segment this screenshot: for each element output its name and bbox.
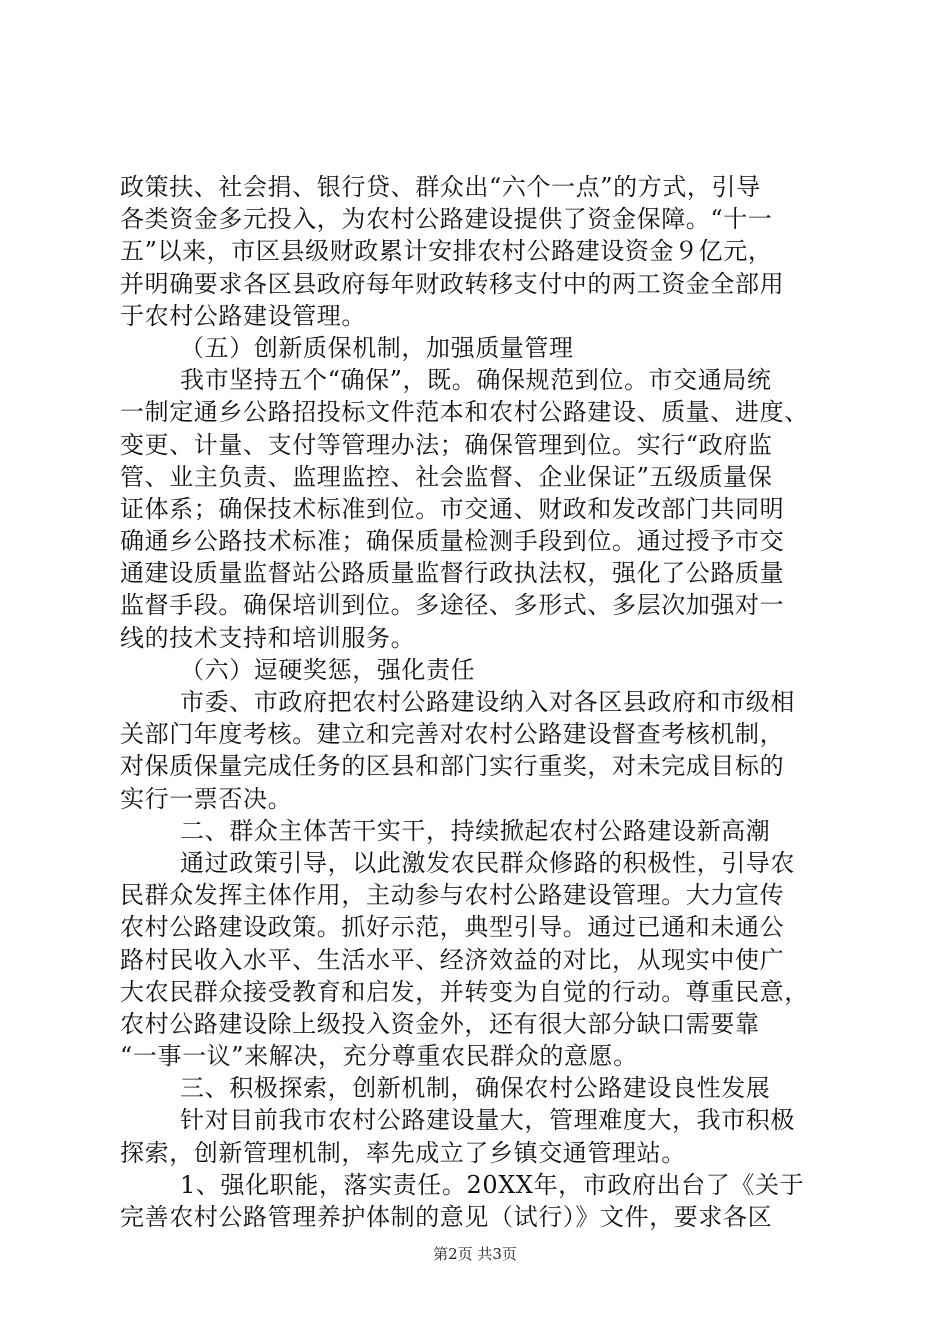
text-line: 于农村公路建设管理。: [120, 301, 366, 330]
text-line: 二、群众主体苦干实干，持续掀起农村公路建设新高潮: [180, 816, 771, 845]
text-line: 农村公路建设除上级投入资金外，还有很大部分缺口需要靠: [120, 1009, 760, 1038]
text-line: 通过政策引导，以此激发农民群众修路的积极性，引导农: [180, 848, 795, 877]
text-line: 并明确要求各区县政府每年财政转移支付中的两工资金全部用: [120, 269, 785, 298]
text-line: 市委、市政府把农村公路建设纳入对各区县政府和市级相: [180, 688, 795, 716]
text-line: 各类资金多元投入，为农村公路建设提供了资金保障。“十一: [120, 205, 773, 234]
text-line: 完善农村公路管理养护体制的意见（试行）》文件，要求各区: [120, 1203, 773, 1231]
text-line: 大农民群众接受教育和启发，并转变为自觉的行动。尊重民意，: [120, 977, 809, 1006]
text-line: 线的技术支持和培训服务。: [120, 623, 416, 652]
text-line: 一制定通乡公路招投标文件范本和农村公路建设、质量、进度、: [120, 398, 809, 427]
text-line: 实行一票否决。: [120, 784, 293, 813]
text-line: （五）创新质保机制，加强质量管理: [180, 333, 574, 362]
text-line: 我市坚持五个“确保”，既。确保规范到位。市交通局统: [180, 366, 772, 395]
text-line: 1、强化职能，落实责任。20XX年，市政府出台了《关于: [180, 1170, 805, 1199]
text-line: 变更、计量、支付等管理办法；确保管理到位。实行“政府监: [120, 430, 773, 459]
text-line: 五”以来，市区县级财政累计安排农村公路建设资金９亿元，: [120, 237, 773, 266]
page-footer: 第2页 共3页: [433, 1245, 517, 1263]
text-line: 证体系；确保技术标准到位。市交通、财政和发改部门共同明: [120, 494, 785, 523]
text-line: “一事一议”来解决，充分尊重农民群众的意愿。: [120, 1042, 638, 1071]
text-line: 三、积极探索，创新机制，确保农村公路建设良性发展: [180, 1074, 771, 1103]
text-line: 监督手段。确保培训到位。多途径、多形式、多层次加强对一: [120, 591, 785, 620]
text-line: 通建设质量监督站公路质量监督行政执法权，强化了公路质量: [120, 559, 785, 588]
text-line: （六）逗硬奖惩，强化责任: [180, 655, 476, 684]
text-line: 管、业主负责、监理监控、社会监督、企业保证”五级质量保: [120, 462, 773, 491]
text-line: 探索，创新管理机制，率先成立了乡镇交通管理站。: [120, 1138, 686, 1167]
text-line: 确通乡公路技术标准；确保质量检测手段到位。通过授予市交: [120, 527, 785, 556]
text-line: 民群众发挥主体作用，主动参与农村公路建设管理。大力宣传: [120, 881, 785, 910]
text-line: 针对目前我市农村公路建设量大，管理难度大，我市积极: [180, 1106, 795, 1135]
text-line: 农村公路建设政策。抓好示范，典型引导。通过已通和未通公: [120, 913, 785, 942]
text-line: 对保质保量完成任务的区县和部门实行重奖，对未完成目标的: [120, 752, 785, 781]
document-body: [120, 171, 840, 1233]
text-line: 路村民收入水平、生活水平、经济效益的对比，从现实中使广: [120, 945, 785, 974]
text-line: 关部门年度考核。建立和完善对农村公路建设督查考核机制，: [120, 720, 785, 749]
text-line: 政策扶、社会捐、银行贷、群众出“六个一点”的方式，引导: [120, 173, 761, 201]
